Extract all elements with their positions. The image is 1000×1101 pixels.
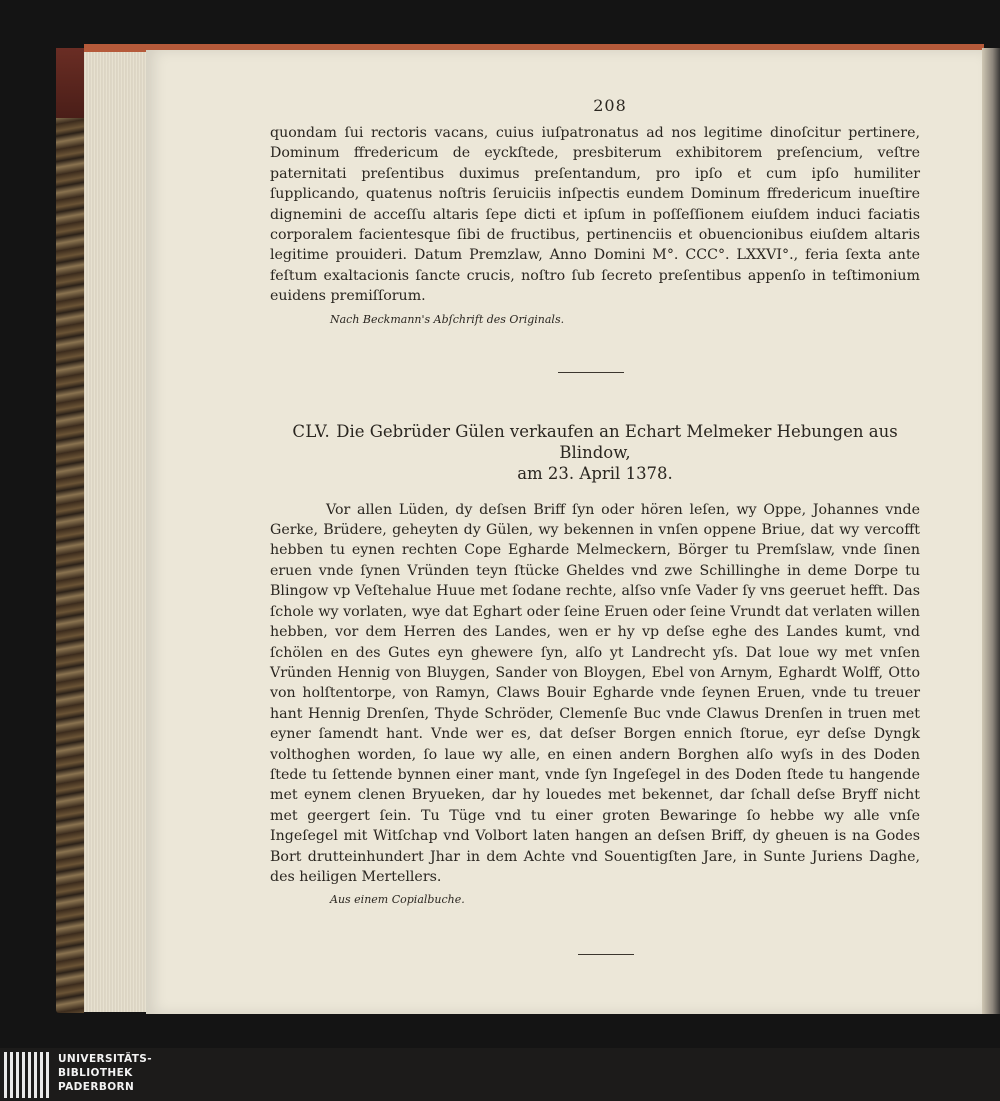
- page-right-edge: [982, 48, 1000, 1014]
- end-divider: [578, 954, 634, 955]
- book-spine: [56, 48, 84, 1013]
- library-footer: [0, 1048, 1000, 1101]
- library-logo-text: [58, 1052, 152, 1094]
- library-logo-icon: [4, 1052, 52, 1098]
- logo-line1: UNIVERSITÄTS-: [58, 1053, 153, 1065]
- preceding-source-note: Nach Beckmann's Abſchrift des Originals.: [330, 312, 565, 326]
- document-heading: [270, 421, 920, 484]
- logo-line3: PADERBORN: [58, 1081, 135, 1093]
- document-number: CLV.: [292, 421, 331, 441]
- document-source-note: Aus einem Copialbuche.: [330, 893, 465, 907]
- document-title-line1: Die Gebrüder Gülen verkaufen an Echart Melmeker Hebungen aus Blindow,: [336, 421, 898, 462]
- spine-label-band: [56, 48, 84, 118]
- page-content: [270, 96, 920, 955]
- section-divider: [558, 372, 624, 373]
- document-body: Vor allen Lüden, dy deſsen Briff ſyn oder hören leſen, wy Oppe, Johannes vnde Gerke, Brüdere, geheyten dy Gülen, wy bekennen in vnſen oppene Briue, dat wy vercofft hebben tu eynen rechten Cope Egharde Melmeckern, Börger tu Premſslaw, vnde ſinen eruen vnde ſynen Vründen teyn ſtücke Gheldes vnd zwe Schillinghe in deme Dorpe tu Blingow vp Veſtehalue Huue met ſodane rechte, alſso vnſe Vader ſy vns geeruet hefft. Das ſchole wy vorlaten, wye dat Eghart oder ſeine Eruen oder ſeine Vrundt dat verlaten willen hebben, vor dem Herren des Landes, wen er hy vp deſse eghe des Landes kumt, vnd ſchölen en des Gutes eyn ghewere ſyn, alſo yt Landrecht yſs. Dat loue wy met vnſen Vründen Hennig von Bluygen, Sander von Bloygen, Ebel von Arnym, Eghardt Wolff, Otto von holſtentorpe, von Ramyn, Claws Bouir Egharde vnde ſeynen Eruen, vnde tu treuer hant Hennig Drenſen, Thyde Schröder, Clemenſe Buc vnde Clawus Drenſen in truen met eyner ſamendt hant. Vnde wer es, dat deſser Borgen ennich ſtorue, eyr deſse Dyngk volthoghen worden, ſo laue wy alle, en einen andern Borghen alſo wyſs in des Doden ſtede tu ſettende bynnen einer mant, vnde ſyn Ingeſegel in des Doden ſtede tu hangende met eynem clenen Bryueken, dar hy louedes met bekennet, dar ſchall deſse Bryff nicht met geergert ſein. Tu Tüge vnd tu einer groten Bewaringe ſo hebbe wy alle vnſe Ingeſegel mit Witſchap vnd Volbort laten hangen an deſsen Briff, dy gheuen is na Godes Bort drutteinhundert Jhar in dem Achte vnd Souentigſten Jare, in Sunte Juriens Daghe, des heiligen Mertellers.: [270, 501, 920, 885]
- page-number: 208: [593, 96, 627, 115]
- preceding-document-text: quondam ſui rectoris vacans, cuius iuſpatronatus ad nos legitime dinoſcitur pertinere, Dominum ffredericum de eyckſtede, presbiterum exhibitorem preſencium, veſtre paternitati preſentibus duximus preſentandum, pro ipſo et cum ipſo humiliter ſupplicando, quatenus noſtris ſeruiciis inſpectis eundem Dominum ffredericum inueſtire dignemini de acceſſu altaris ſepe dicti et ipſum in poſſeſſionem eiuſdem induci faciatis corporalem facientesque ſibi de fructibus, pertinenciis et obuencionibus eiuſdem altaris legitime prouideri. Datum Premzlaw, Anno Domini M°. CCC°. LXXVI°., feria ſexta ante feſtum exaltacionis ſancte crucis, noſtro ſub ſecreto preſentibus appenſo in teſtimonium euidens premiſſorum.: [270, 125, 920, 305]
- logo-line2: BIBLIOTHEK: [58, 1067, 133, 1079]
- document-title-line2: am 23. April 1378.: [517, 463, 673, 483]
- page-edges: [84, 44, 148, 1012]
